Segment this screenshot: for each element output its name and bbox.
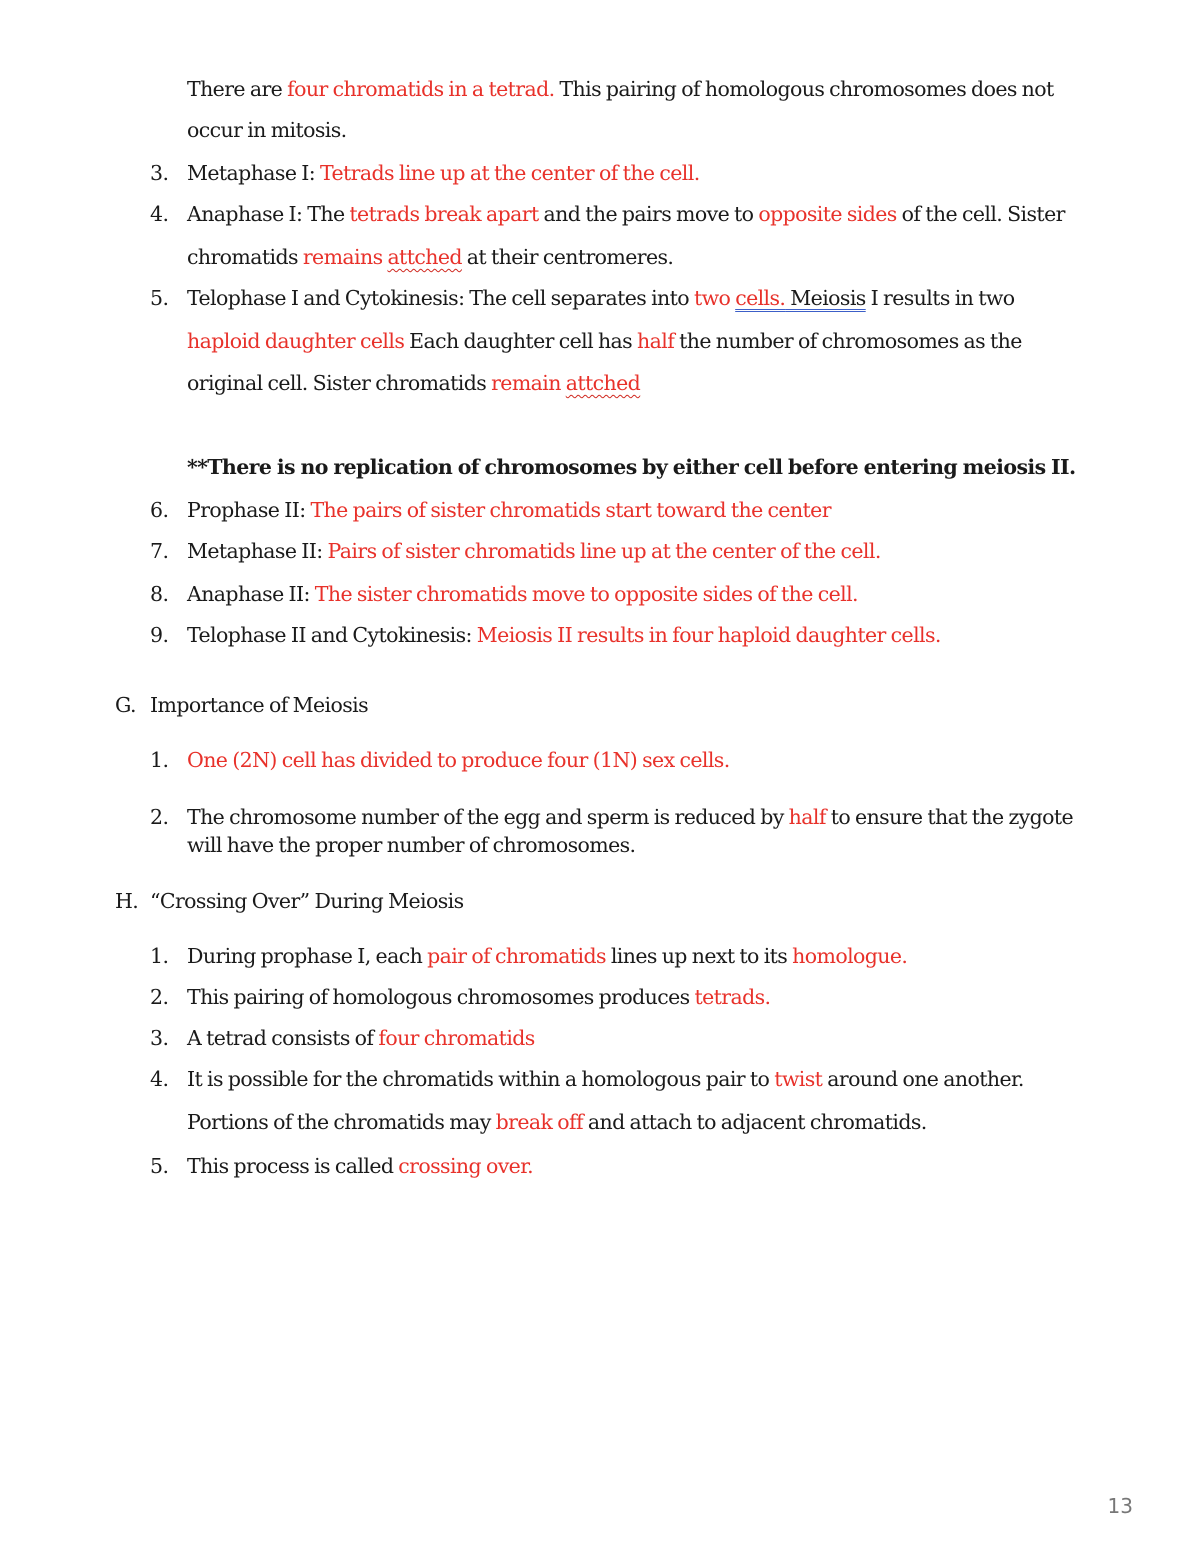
text-run: the number of chromosomes as the	[674, 329, 1022, 353]
misspelled-word: attched	[565, 371, 641, 395]
grammar-flagged-text: Meiosis	[785, 286, 866, 310]
text-run: Each daughter cell has	[404, 329, 638, 353]
answer-text: break off	[495, 1110, 583, 1134]
crossing-item-1	[187, 943, 907, 969]
text-run: Telophase II and Cytokinesis:	[187, 623, 477, 647]
list-number: 8.	[150, 582, 169, 606]
text-run: A tetrad consists of	[187, 1026, 379, 1050]
answer-text: half	[788, 805, 826, 829]
text-run: chromatids	[187, 245, 303, 269]
list-item-telophase-1-cont	[187, 328, 1022, 354]
list-item-metaphase-1	[187, 160, 700, 186]
list-number: 1.	[150, 748, 169, 772]
text-run: and attach to adjacent chromatids.	[582, 1110, 927, 1134]
answer-text: Meiosis II results in four haploid daughter cells.	[476, 623, 941, 647]
text-run: around one another.	[822, 1067, 1024, 1091]
list-item-telophase-1-cont2	[187, 370, 640, 396]
text-run: Telophase I and Cytokinesis: The cell separates into	[187, 286, 694, 310]
text-run: to ensure that the zygote	[825, 805, 1074, 829]
answer-text: remain	[491, 371, 566, 395]
text-run: at their centromeres.	[461, 245, 674, 269]
text-run: Prophase II:	[187, 498, 311, 522]
importance-item-2-cont: will have the proper number of chromosomes.	[187, 833, 636, 857]
answer-text: two	[693, 286, 736, 310]
text-run: Metaphase II:	[187, 539, 328, 563]
list-item-anaphase-1	[187, 201, 1065, 227]
crossing-item-2	[187, 984, 770, 1010]
list-item-anaphase-2	[187, 581, 858, 607]
answer-text: remains	[302, 245, 388, 269]
text-run: Metaphase I:	[187, 161, 321, 185]
list-item-anaphase-1-cont	[187, 244, 673, 270]
misspelled-word: attched	[387, 245, 462, 269]
answer-text: four chromatids	[378, 1026, 535, 1050]
answer-text: tetrads break apart	[349, 202, 539, 226]
answer-text: Tetrads line up at the center of the cell.	[320, 161, 700, 185]
text-run: Portions of the chromatids may	[187, 1110, 496, 1134]
list-item-metaphase-2	[187, 538, 881, 564]
list-number: 3.	[150, 161, 169, 185]
answer-text: opposite sides	[758, 202, 897, 226]
text-run: Anaphase I: The	[187, 202, 350, 226]
list-number: 6.	[150, 498, 169, 522]
text-run: This pairing of homologous chromosomes does not	[554, 77, 1054, 101]
list-item-telophase-2	[187, 622, 941, 648]
text-run: There are	[187, 77, 288, 101]
list-number: 9.	[150, 623, 169, 647]
list-number: 4.	[150, 1067, 169, 1091]
answer-text: four chromatids in a tetrad.	[287, 77, 555, 101]
intro-line-1	[187, 76, 1054, 102]
intro-line-2: occur in mitosis.	[187, 118, 347, 142]
list-number: 7.	[150, 539, 169, 563]
answer-text: Pairs of sister chromatids line up at the center of the cell.	[327, 539, 881, 563]
crossing-item-3	[187, 1025, 535, 1051]
list-number: 2.	[150, 805, 169, 829]
text-run: of the cell. Sister	[896, 202, 1065, 226]
section-heading-crossing-over: “Crossing Over” During Meiosis	[150, 889, 464, 913]
list-number: 5.	[150, 286, 169, 310]
text-run: and the pairs move to	[538, 202, 759, 226]
replication-note: **There is no replication of chromosomes by either cell before entering meiosis II.	[187, 455, 1076, 479]
crossing-item-5	[187, 1153, 533, 1179]
answer-text: tetrads.	[694, 985, 771, 1009]
section-heading-importance: Importance of Meiosis	[150, 693, 369, 717]
answer-text: crossing over.	[398, 1154, 534, 1178]
text-run: original cell. Sister chromatids	[187, 371, 492, 395]
answer-text: pair of chromatids	[427, 944, 606, 968]
text-run: It is possible for the chromatids within a homologous pair to	[187, 1067, 775, 1091]
answer-text: twist	[774, 1067, 823, 1091]
grammar-flagged-text: cells.	[735, 286, 786, 310]
importance-item-1: One (2N) cell has divided to produce four (1N) sex cells.	[187, 748, 730, 772]
importance-item-2	[187, 804, 1073, 830]
crossing-item-4-cont	[187, 1109, 927, 1135]
text-run: This process is called	[187, 1154, 399, 1178]
list-number: 1.	[150, 944, 169, 968]
list-number: 2.	[150, 985, 169, 1009]
list-number: 3.	[150, 1026, 169, 1050]
page-number: 13	[1107, 1494, 1133, 1518]
section-letter: H.	[115, 889, 139, 913]
answer-text: homologue.	[792, 944, 908, 968]
text-run: Anaphase II:	[187, 582, 315, 606]
answer-text: The pairs of sister chromatids start toward the center	[310, 498, 831, 522]
answer-text: half	[637, 329, 675, 353]
list-number: 4.	[150, 202, 169, 226]
text-run: This pairing of homologous chromosomes produces	[187, 985, 695, 1009]
list-item-telophase-1	[187, 285, 1015, 311]
text-run: During prophase I, each	[187, 944, 428, 968]
text-run: lines up next to its	[605, 944, 793, 968]
crossing-item-4	[187, 1066, 1024, 1092]
text-run: I results in two	[865, 286, 1015, 310]
section-letter: G.	[115, 693, 136, 717]
list-item-prophase-2	[187, 497, 831, 523]
text-run: The chromosome number of the egg and sperm is reduced by	[187, 805, 789, 829]
answer-text: The sister chromatids move to opposite sides of the cell.	[314, 582, 858, 606]
answer-text: haploid daughter cells	[187, 329, 405, 353]
list-number: 5.	[150, 1154, 169, 1178]
